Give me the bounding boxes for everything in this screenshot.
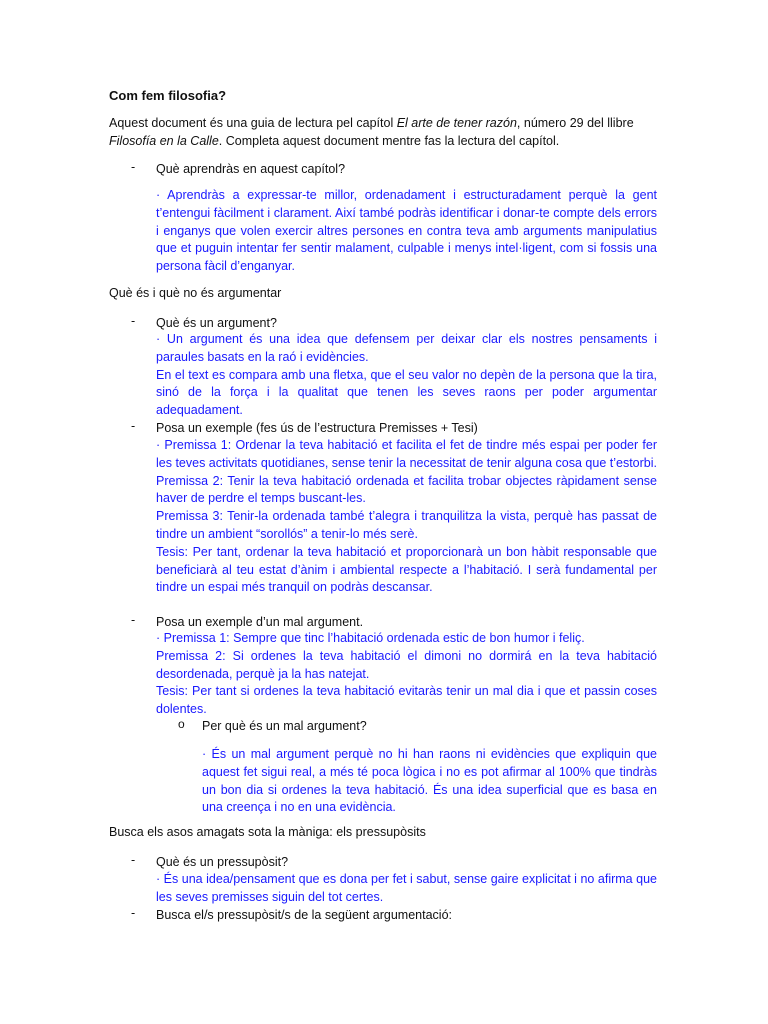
bullet-dash: - — [131, 906, 136, 920]
answer-learn-text: · Aprendràs a expressar-te millor, ordenadament i estructuradament perquè la gent t’entengui fàcilment i clarament. Així també podràs identificar i donar-te compte dels errors i enganys que volen exercir altres persones en contra teva amb arguments manipulatius que et puguin intentar fer sentir malament, culpable i menys intel·ligent, com si fossis una persona fàcil d’enganyar. — [156, 188, 657, 274]
question-what-is-argument: Què és un argument? — [156, 316, 277, 330]
answer-pressuposit-text: · És una idea/pensament que es dona per fet i sabut, sense gaire explicitat i no afirma que les seves premisses siguin del tot certes. — [156, 872, 657, 904]
bullet-dash: - — [131, 314, 136, 328]
document-title: Com fem filosofia? — [109, 88, 227, 103]
question-why-bad: Per què és un mal argument? — [202, 719, 367, 733]
premise-2: Premissa 2: Tenir la teva habitació ordenada et facilita trobar objectes ràpidament sense haver de perdre el temps buscant-les. — [156, 473, 657, 506]
question-learn: Què aprendràs en aquest capítol? — [156, 162, 346, 176]
premise-1: · Premissa 1: Sempre que tinc l’habitació ordenada estic de bon humor i feliç. — [156, 631, 585, 645]
answer-learn — [156, 187, 657, 276]
premise-3: Premissa 3: Tenir-la ordenada també t’alegra i tranquilitza la vista, perquè has passat de tindre un ambient “sorollós” a tenir-lo més serè. — [156, 509, 657, 541]
answer-what-is-pressuposit — [156, 871, 657, 907]
bullet-dash: - — [131, 853, 136, 867]
answer-paragraph: En el text es compara amb una fletxa, que el seu valor no depèn de la persona que la tira, sinó de la força i la qualitat que tenen les seves raons per poder argumentar adequadament. — [156, 367, 657, 418]
bullet-circle: o — [178, 717, 185, 731]
section-heading-pressuposits: Busca els asos amagats sota la màniga: els pressupòsits — [109, 825, 426, 839]
intro-text-1: Aquest document és una guia de lectura pel capítol — [109, 116, 397, 130]
answer-why-bad — [202, 746, 657, 817]
bullet-dash: - — [131, 613, 136, 627]
book-chapter-title: El arte de tener razón — [396, 116, 517, 130]
answer-paragraph: · Un argument és una idea que defensem per deixar clar els nostres pensaments i paraules basats en la raó i evidències. — [156, 332, 657, 364]
question-what-is-pressuposit: Què és un pressupòsit? — [156, 855, 289, 869]
thesis: Tesis: Per tant, ordenar la teva habitació et proporcionarà un bon hàbit responsable que beneficiarà al teu estat d’ànim i ambiental respecte a l’habitació. I serà fundamental per tindre un espai més tranquil on podràs descansar. — [156, 544, 657, 595]
intro-text-3: . Completa aquest document mentre fas la lectura del capítol. — [218, 134, 560, 148]
bullet-dash: - — [131, 160, 136, 174]
answer-what-is-argument — [156, 331, 657, 420]
thesis: Tesis: Per tant si ordenes la teva habitació evitaràs tenir un mal dia i que et passin coses dolentes. — [156, 684, 657, 717]
intro-paragraph — [109, 114, 657, 150]
book-title: Filosofía en la Calle — [109, 134, 219, 148]
premise-2: Premissa 2: Si ordenes la teva habitació el dimoni no dormirá en la teva habitació desordenada, perquè ja la has natejat. — [156, 648, 657, 681]
question-bad-example: Posa un exemple d’un mal argument. — [156, 615, 364, 629]
question-example: Posa un exemple (fes ús de l’estructura Premisses + Tesi) — [156, 421, 478, 435]
answer-why-bad-text: · És un mal argument perquè no hi han raons ni evidències que expliquin que aquest fet sigui real, a més té poca lògica i no es pot afirmar al 100% que tindràs un bon dia si ordenes la teva habitació. És una idea superficial que es basa en una creença i no en una evidència. — [202, 747, 657, 815]
question-find-pressuposits: Busca el/s pressupòsit/s de la següent argumentació: — [156, 908, 453, 922]
section-heading-argumentar: Què és i què no és argumentar — [109, 286, 282, 300]
bullet-dash: - — [131, 419, 136, 433]
answer-example — [156, 437, 657, 597]
answer-bad-example — [156, 630, 657, 719]
premise-1: · Premissa 1: Ordenar la teva habitació et facilita el fet de tindre més espai per poder fer les teves activitats quotidianes, sense tenir la necessitat de tenir alguna cosa que t’estorbi. — [156, 438, 657, 470]
intro-text-2: , número 29 del llibre — [516, 116, 634, 130]
